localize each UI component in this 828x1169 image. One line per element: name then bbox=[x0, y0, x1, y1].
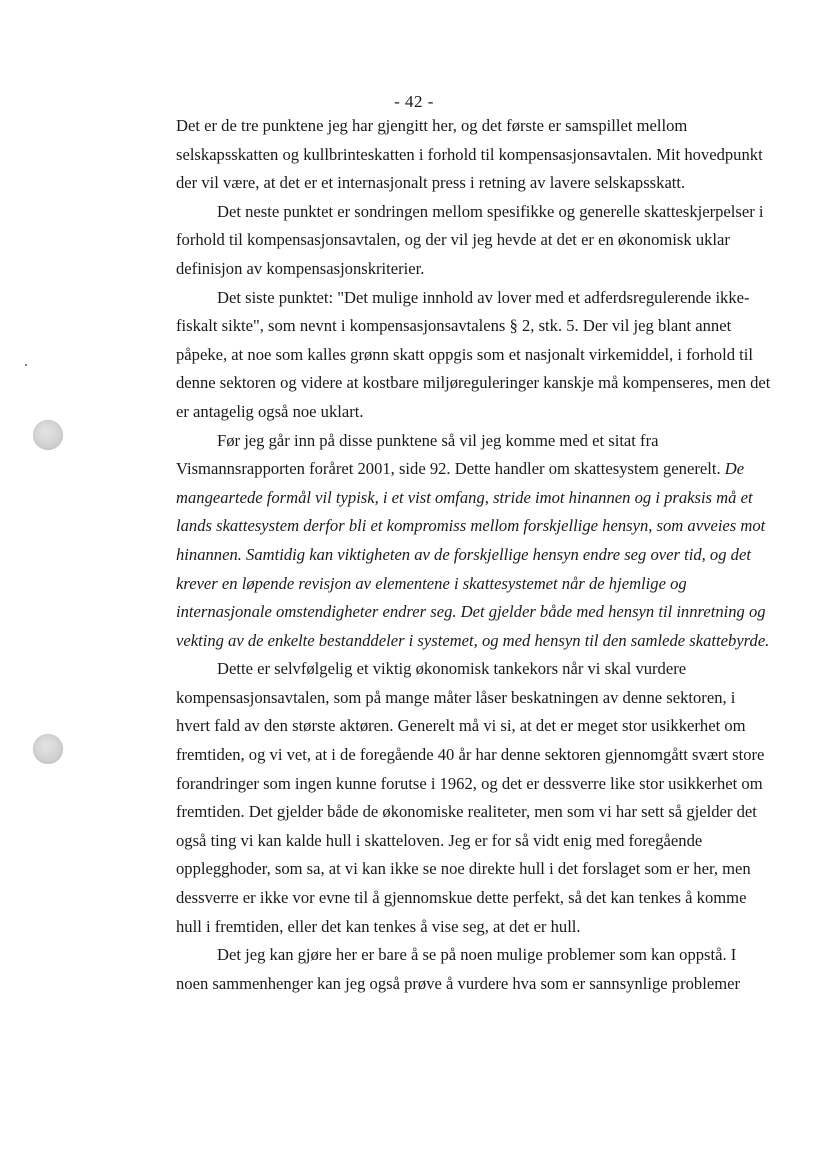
paragraph-5-text: Dette er selvfølgelig et viktig økonomisk tankekors når vi skal vurdere kompensasjonsavtalen, som på mange måter låser beskatningen av denne sektoren, i hvert fald av den største aktøren. Generelt må vi si, at det er meget stor usikkerhet om fremtiden, og vi vet, at i de foregående 40 år har denne sektoren gjennomgått svært store forandringer som ingen kunne forutse i 1962, og det er dessverre like stor usikkerhet om fremtiden. Det gjelder både de økonomiske realiteter, men som vi har sett så gjelder det også ting vi kan kalde hull i skatteloven. Jeg er for så vidt enig med foregående opplegghoder, som sa, at vi kan ikke se noe direkte hull i det forslaget som er her, men dessverre er ikke vor evne til å gjennomskue dette perfekt, så det kan tenkes å komme hull i fremtiden, eller det kan tenkes å vise seg, at det er hull. bbox=[176, 659, 765, 936]
punch-hole-top bbox=[33, 420, 63, 450]
scan-speck bbox=[25, 364, 27, 366]
paragraph-3 bbox=[176, 284, 772, 427]
paragraph-4-text: Før jeg går inn på disse punktene så vil jeg komme med et sitat fra Vismannsrapporten foråret 2001, side 92. Dette handler om skattesystem generelt. bbox=[176, 430, 725, 479]
paragraph-1 bbox=[176, 112, 772, 198]
paragraph-2-text: Det neste punktet er sondringen mellom spesifikke og generelle skatteskjerpelser i forhold til kompensasjonsavtalen, og der vil jeg hevde at det er en økonomisk uklar definisjon av kompensasjonskriterier. bbox=[176, 201, 764, 278]
paragraph-6-text: Det jeg kan gjøre her er bare å se på noen mulige problemer som kan oppstå. I noen sammenhenger kan jeg også prøve å vurdere hva som er sannsynlige problemer bbox=[176, 945, 741, 993]
paragraph-5 bbox=[176, 655, 772, 941]
paragraph-1-text: Det er de tre punktene jeg har gjengitt her, og det første er samspillet mellom selskapsskatten og kullbrinteskatten i forhold til kompensasjonsavtalen. Mit hovedpunkt der vil være, at det er et internasjonalt press i retning av lavere selskapsskatt. bbox=[176, 116, 763, 193]
punch-hole-bottom bbox=[33, 734, 63, 764]
paragraph-6 bbox=[176, 941, 772, 998]
vismann-quote: De mangeartede formål vil typisk, i et vist omfang, stride imot hinannen og i praksis må et lands skattesystem derfor bli et kompromiss mellom forskjellige hensyn, som avveies mot hinannen. Samtidig kan viktigheten av de forskjellige hensyn endre seg over tid, og det krever en løpende revisjon av elementene i skattesystemet når de hjemlige og internasjonale omstendigheter endrer seg. Det gjelder både med hensyn til innretning og vekting av de enkelte bestanddeler i systemet, og med hensyn til den samlede skattebyrde. bbox=[176, 459, 770, 650]
paragraph-2 bbox=[176, 198, 772, 284]
body-text bbox=[176, 112, 772, 998]
paragraph-4 bbox=[176, 427, 772, 656]
page-number: - 42 - bbox=[394, 92, 434, 111]
paragraph-3-text: Det siste punktet: "Det mulige innhold av lover med et adferdsregulerende ikke-fiskalt sikte", som nevnt i kompensasjonsavtalens § 2, stk. 5. Der vil jeg blant annet påpeke, at noe som kalles grønn skatt oppgis som et nasjonalt virkemiddel, i forhold til denne sektoren og videre at kostbare miljøreguleringer kanskje må kompenseres, men det er antagelig også noe uklart. bbox=[176, 287, 771, 421]
